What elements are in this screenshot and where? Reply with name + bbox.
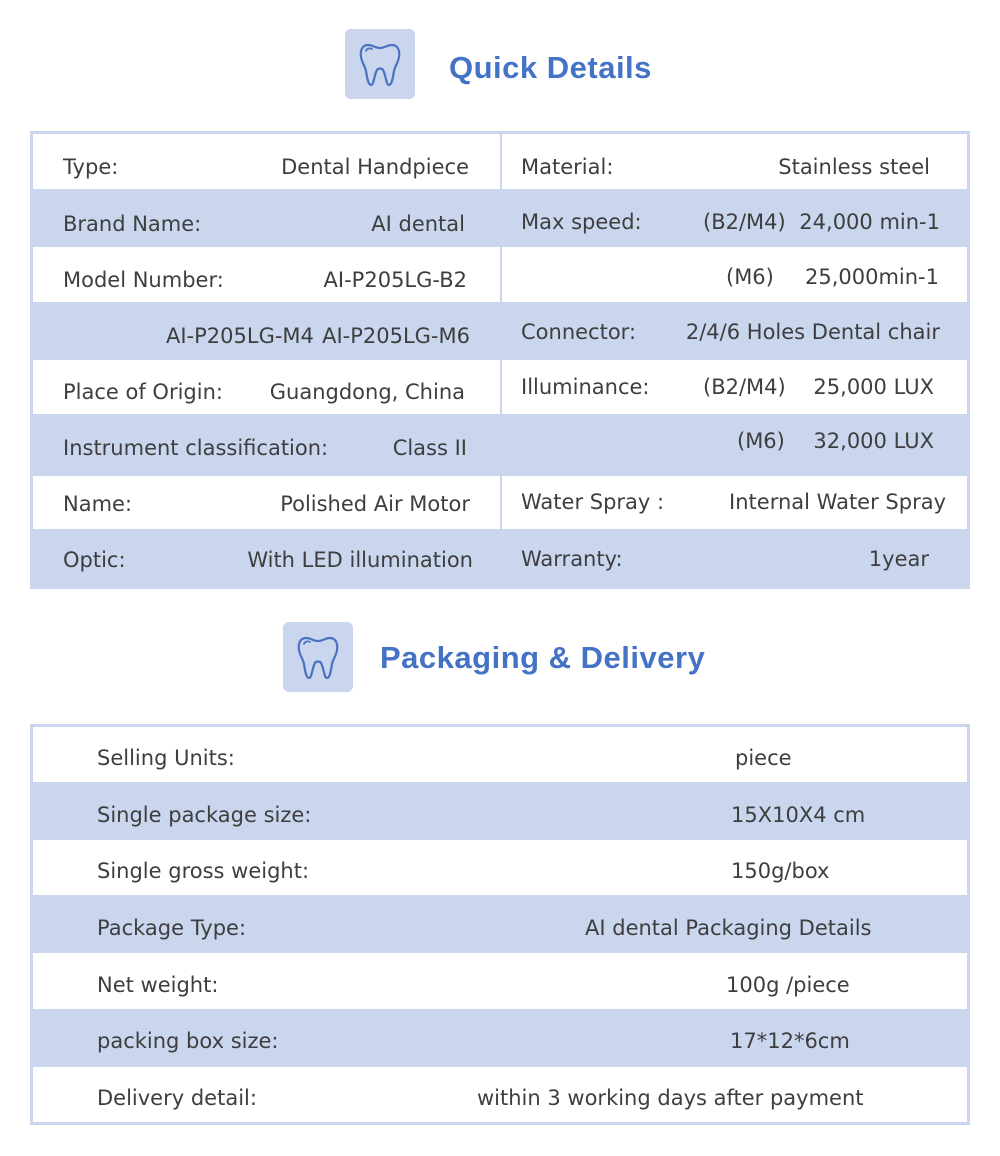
single-gross-weight-value: 150g/box [731, 859, 830, 883]
packing-box-size-label: packing box size: [97, 1029, 279, 1053]
type-value: Dental Handpiece [281, 155, 469, 179]
name-value: Polished Air Motor [280, 492, 470, 516]
optic-label: Optic: [63, 548, 126, 572]
material-label: Material: [521, 155, 614, 179]
selling-units-value: piece [735, 746, 792, 770]
quick-details-title: Quick Details [449, 50, 652, 85]
illuminance-value-b2m4: 25,000 LUX [813, 375, 934, 399]
delivery-detail-label: Delivery detail: [97, 1086, 257, 1110]
single-package-size-value: 15X10X4 cm [731, 803, 866, 827]
name-label: Name: [63, 492, 133, 516]
single-gross-weight-label: Single gross weight: [97, 859, 310, 883]
connector-value: 2/4/6 Holes Dental chair [685, 320, 940, 344]
place-of-origin-label: Place of Origin: [63, 380, 223, 404]
single-package-size-label: Single package size: [97, 803, 312, 827]
package-type-label: Package Type: [97, 916, 247, 940]
model-number-value: AI-P205LG-B2 [323, 268, 467, 292]
water-spray-label: Water Spray : [521, 490, 665, 514]
tooth-icon [345, 29, 415, 99]
illuminance-variant-b2m4: (B2/M4) [703, 375, 786, 399]
brand-name-label: Brand Name: [63, 212, 202, 236]
brand-name-value: AI dental [371, 212, 465, 236]
net-weight-value: 100g /piece [726, 973, 850, 997]
max-speed-value-m6: 25,000min-1 [804, 265, 939, 289]
quick-details-table [30, 131, 970, 589]
model-number-value-m4: AI-P205LG-M4 [166, 324, 314, 348]
model-number-label: Model Number: [63, 268, 224, 292]
packaging-table [30, 724, 970, 1125]
max-speed-variant-m6: (M6) [726, 265, 774, 289]
water-spray-value: Internal Water Spray [729, 490, 946, 514]
packing-box-size-value: 17*12*6cm [730, 1029, 850, 1053]
max-speed-variant-b2m4: (B2/M4) [703, 210, 786, 234]
place-of-origin-value: Guangdong, China [269, 380, 465, 404]
instrument-classification-value: Class II [392, 436, 467, 460]
instrument-classification-label: Instrument classification: [63, 436, 329, 460]
optic-value: With LED illumination [247, 548, 473, 572]
material-value: Stainless steel [778, 155, 930, 179]
illuminance-label: Illuminance: [521, 375, 650, 399]
net-weight-label: Net weight: [97, 973, 219, 997]
package-type-value: AI dental Packaging Details [585, 916, 872, 940]
packaging-delivery-title: Packaging & Delivery [380, 640, 706, 675]
illuminance-value-m6: 32,000 LUX [813, 429, 934, 453]
warranty-value: 1year [868, 547, 929, 571]
illuminance-variant-m6: (M6) [737, 429, 785, 453]
max-speed-value-b2m4: 24,000 min-1 [799, 210, 940, 234]
max-speed-label: Max speed: [521, 210, 642, 234]
type-label: Type: [63, 155, 119, 179]
tooth-icon [283, 622, 353, 692]
connector-label: Connector: [521, 320, 637, 344]
selling-units-label: Selling Units: [97, 746, 235, 770]
model-number-value-m6: AI-P205LG-M6 [322, 324, 470, 348]
warranty-label: Warranty: [521, 547, 623, 571]
delivery-detail-value: within 3 working days after payment [477, 1086, 864, 1110]
